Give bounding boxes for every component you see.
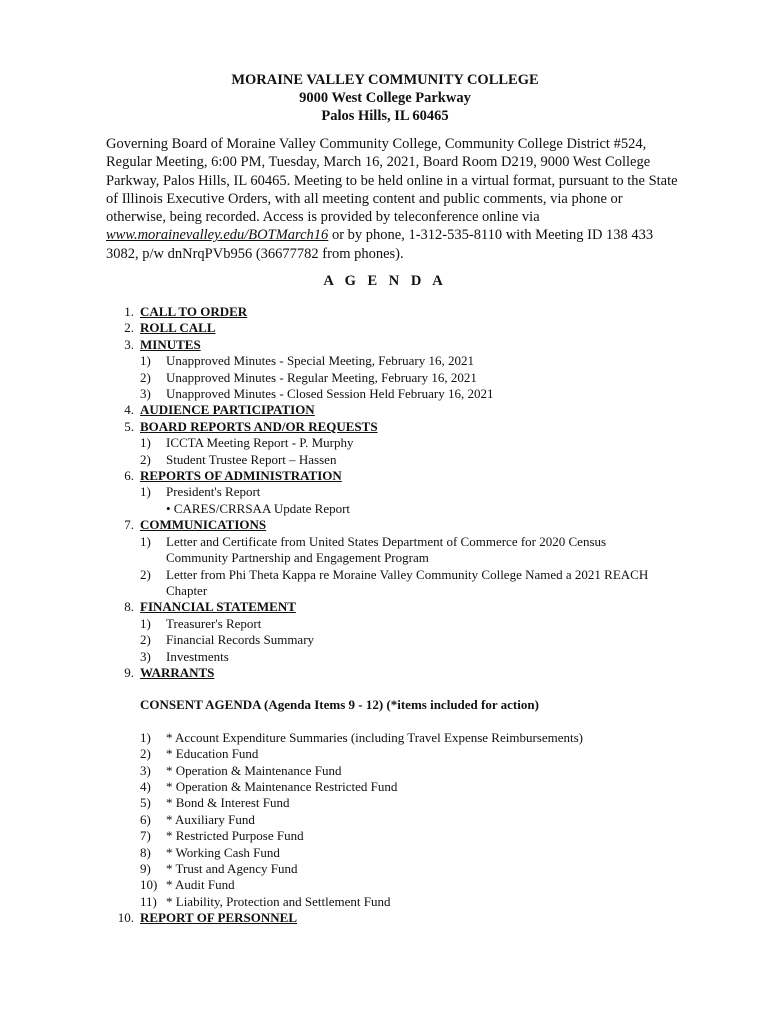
consent-sub-item <box>108 861 668 877</box>
sub-item <box>108 632 668 648</box>
college-name: MORAINE VALLEY COMMUNITY COLLEGE <box>231 72 539 88</box>
consent-sub-item <box>108 877 668 893</box>
meeting-link[interactable]: www.morainevalley.edu/BOTMarch16 <box>106 227 329 244</box>
sub-item-number: 2) <box>140 451 151 467</box>
sub-item-text: Letter and Certificate from United States Department of Commerce for 2020 Census Community Partnership and Engagement Program <box>166 533 607 566</box>
agenda-item-1 <box>108 304 668 320</box>
sub-item-number: 11) <box>140 893 157 909</box>
item-label: REPORT OF PERSONNEL <box>140 910 298 926</box>
item-number: 8. <box>124 599 134 615</box>
agenda-item-3 <box>108 337 668 353</box>
sub-item-text: Financial Records Summary <box>166 632 315 648</box>
sub-item-number: 2) <box>140 746 151 762</box>
item-number: 3. <box>124 336 134 352</box>
sub-item-number: 6) <box>140 811 151 827</box>
agenda-item-8 <box>108 599 668 615</box>
item-label: BOARD REPORTS AND/OR REQUESTS <box>140 418 378 434</box>
item-label: COMMUNICATIONS <box>140 517 267 533</box>
sub-item-number: 4) <box>140 778 151 794</box>
sub-item-number: 2) <box>140 369 151 385</box>
agenda-list <box>108 304 668 927</box>
consent-sub-item <box>108 763 668 779</box>
consent-sub-item <box>108 779 668 795</box>
agenda-item-4 <box>108 402 668 418</box>
sub-item-number: 10) <box>140 877 158 893</box>
sub-item <box>108 567 668 600</box>
college-street: 9000 West College Parkway <box>299 90 471 106</box>
item-label: ROLL CALL <box>140 320 216 336</box>
agenda-item-2 <box>108 320 668 336</box>
sub-item-number: 1) <box>140 615 151 631</box>
item-number: 5. <box>124 418 134 434</box>
sub-item-text: Treasurer's Report <box>166 615 262 631</box>
sub-item-number: 3) <box>140 386 151 402</box>
sub-item-text: Investments <box>166 648 229 664</box>
item-label: MINUTES <box>140 336 201 352</box>
bullet-item: • CARES/CRRSAA Update Report <box>166 500 351 516</box>
sub-item <box>108 353 668 369</box>
sub-item-number: 3) <box>140 648 151 664</box>
sub-item-text: * Working Cash Fund <box>166 844 280 860</box>
sub-item <box>108 435 668 451</box>
college-city: Palos Hills, IL 60465 <box>321 108 449 124</box>
sub-item-number: 2) <box>140 566 151 582</box>
agenda-item-7 <box>108 517 668 533</box>
sub-item <box>108 484 668 500</box>
sub-item <box>108 452 668 468</box>
consent-sub-item <box>108 828 668 844</box>
agenda-item-6 <box>108 468 668 484</box>
intro-text-before-link: Governing Board of Moraine Valley Community College, Community College District #524, Regular Meeting, 6:00 PM, Tuesday, March 16, 2021, Board Room D219, 9000 West College Parkway, Palos Hills, IL 60465. Meeting to be held online in a virtual format, pursuant to the State of Illinois Executive Orders, with all meeting content and public comments, via phone or otherwise, being recorded. Access is provided by teleconference online via <box>106 136 678 226</box>
document-header <box>0 71 770 125</box>
consent-sub-item <box>108 795 668 811</box>
sub-item-number: 1) <box>140 484 151 500</box>
sub-item-text: Unapproved Minutes - Special Meeting, February 16, 2021 <box>166 353 474 369</box>
consent-sub-item <box>108 845 668 861</box>
item-number: 1. <box>124 304 134 319</box>
sub-item-text: President's Report <box>166 484 261 500</box>
sub-item <box>108 649 668 665</box>
sub-item-number: 2) <box>140 632 151 648</box>
sub-item <box>108 616 668 632</box>
consent-agenda-heading: CONSENT AGENDA (Agenda Items 9 - 12) (*items included for action) <box>140 697 539 713</box>
sub-item-number: 5) <box>140 795 151 811</box>
sub-item-text: * Trust and Agency Fund <box>166 861 298 876</box>
sub-item-number: 3) <box>140 762 151 778</box>
sub-item-text: * Education Fund <box>166 746 259 762</box>
item-label: CALL TO ORDER <box>140 304 248 319</box>
sub-item-text: * Liability, Protection and Settlement Fund <box>166 893 391 909</box>
sub-item-text: * Operation & Maintenance Fund <box>166 762 342 778</box>
sub-item-text: Unapproved Minutes - Closed Session Held February 16, 2021 <box>166 386 494 402</box>
sub-item-number: 1) <box>140 729 151 745</box>
sub-item-text: * Auxiliary Fund <box>166 811 255 827</box>
intro-text-after-link: or by phone, 1-312-535-8110 with Meeting ID 138 433 3082, p/w dnNrqPVb956 (36677782 from phones). <box>106 227 654 262</box>
sub-item <box>108 386 668 402</box>
consent-sub-item <box>108 746 668 762</box>
agenda-title: A G E N D A <box>323 273 447 289</box>
sub-item-text: ICCTA Meeting Report - P. Murphy <box>166 435 354 451</box>
item-label: WARRANTS <box>140 664 215 680</box>
consent-sub-item <box>108 730 668 746</box>
sub-item <box>108 534 668 567</box>
sub-item-number: 1) <box>140 435 151 451</box>
item-label: AUDIENCE PARTICIPATION <box>140 402 315 418</box>
agenda-item-9 <box>108 665 668 681</box>
item-number: 10. <box>117 910 134 926</box>
item-number: 9. <box>124 664 134 680</box>
sub-item-text: * Bond & Interest Fund <box>166 795 290 811</box>
sub-item-text: Unapproved Minutes - Regular Meeting, February 16, 2021 <box>166 369 477 385</box>
sub-item-number: 8) <box>140 844 151 860</box>
sub-item-text: * Operation & Maintenance Restricted Fund <box>166 778 398 794</box>
sub-item-text: * Account Expenditure Summaries (including Travel Expense Reimbursements) <box>166 729 584 745</box>
consent-sub-item <box>108 812 668 828</box>
item-number: 2. <box>124 320 134 336</box>
sub-item-number: 7) <box>140 828 151 844</box>
item-label: REPORTS OF ADMINISTRATION <box>140 468 342 484</box>
sub-item-text: * Restricted Purpose Fund <box>166 828 304 844</box>
sub-item-number: 1) <box>140 353 151 369</box>
item-label: FINANCIAL STATEMENT <box>140 599 296 615</box>
item-number: 6. <box>124 468 134 484</box>
sub-item-text: Letter from Phi Theta Kappa re Moraine Valley Community College Named a 2021 REACH Chapter <box>166 566 649 598</box>
sub-item-number: 9) <box>140 861 151 876</box>
item-number: 7. <box>124 517 134 533</box>
meeting-intro-paragraph <box>106 135 686 263</box>
item-number: 4. <box>124 402 134 418</box>
sub-item <box>108 370 668 386</box>
consent-sub-item <box>108 894 668 910</box>
agenda-item-10 <box>108 910 668 926</box>
sub-item-number: 1) <box>140 533 151 549</box>
agenda-item-5 <box>108 419 668 435</box>
sub-item-text: * Audit Fund <box>166 877 235 893</box>
sub-item-text: Student Trustee Report – Hassen <box>166 451 337 467</box>
